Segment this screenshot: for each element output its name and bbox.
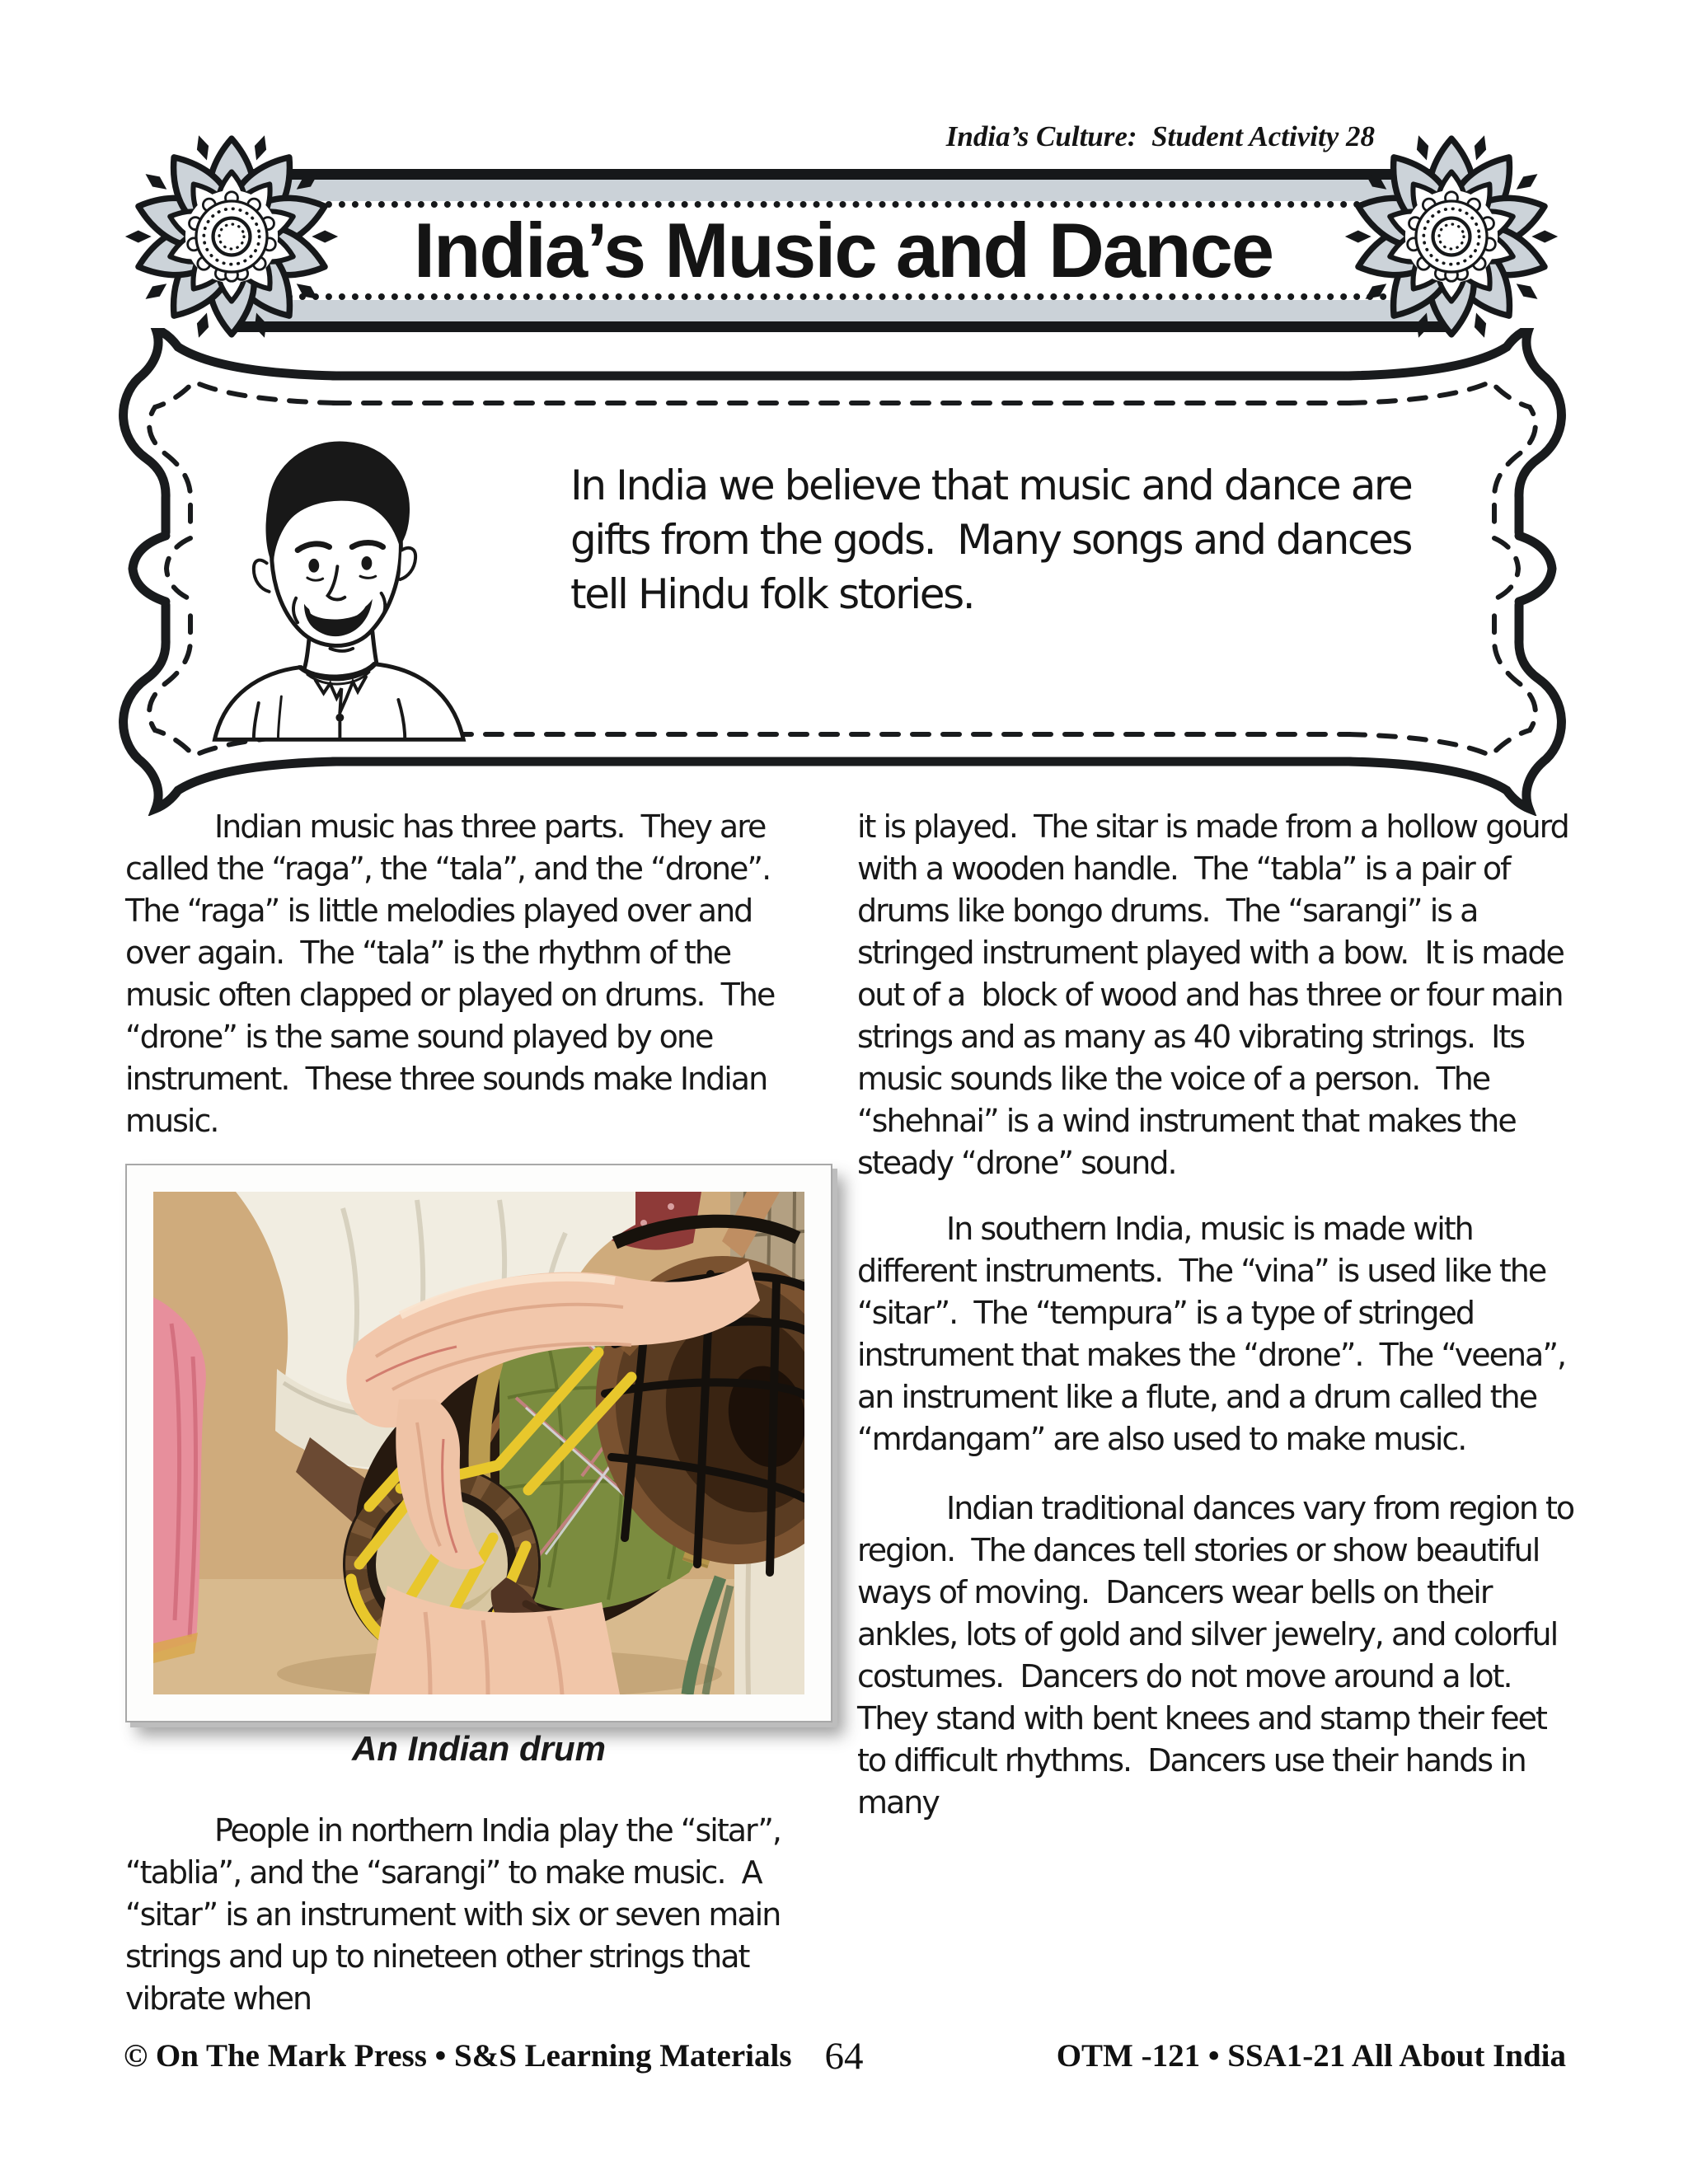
footer-product-code: OTM -121 • SSA1-21 All About India [1056, 2038, 1566, 2074]
lotus-rosette-icon [1343, 129, 1559, 344]
left-column-continued [125, 1810, 814, 2020]
banner-top-grayband [233, 180, 1453, 201]
photo-caption: An Indian drum [352, 1729, 606, 1768]
paragraph: People in northern India play the “sitar”, “tablia”, and the “sarangi” to make music. A “sitar” is an instrument with six or seven main strings and up to nineteen other strings that vibrate when [125, 1812, 790, 2017]
banner-top-rule [233, 169, 1453, 180]
title-banner [233, 169, 1453, 332]
banner-bottom-grayband [233, 300, 1453, 321]
footer-publisher: © On The Mark Press • S&S Learning Materials [124, 2038, 792, 2074]
paragraph: In southern India, music is made with different instruments. The “vina” is used like the “sitar”. The “tempura” is a type of stringed instrument that makes the “drone”. The “veena”, an instrument like a flute, and a drum called the “mrdangam” are also used to make music. [857, 1211, 1574, 1457]
intro-quote: In India we believe that music and dance are gifts from the gods. Many songs and dances tell Hindu folk stories. [570, 462, 1423, 618]
page-header: India’s Culture: Student Activity 28 [945, 120, 1375, 152]
left-column [125, 806, 814, 1142]
indian-drum-photo [125, 1164, 832, 1722]
smiling-boy-illustration [185, 424, 478, 742]
banner-title-row [233, 208, 1453, 293]
lotus-rosette-icon [124, 129, 340, 344]
indian-drum-photo-image [153, 1192, 804, 1694]
paragraph: Indian traditional dances vary from region to region. The dances tell stories or show beautiful ways of moving. Dancers wear bells on their ankles, lots of gold and silver jewelry, and colorful costumes. Dancers do not move around a lot. They stand with bent knees and stamp their feet to difficult rhythms. Dancers use their hands in many [857, 1490, 1582, 1821]
page-number: 64 [824, 2035, 864, 2078]
page-title: India’s Music and Dance [413, 207, 1273, 293]
paragraph: Indian music has three parts. They are called the “raga”, the “tala”, and the “drone”. The “raga” is little melodies played over and over again. The “tala” is the rhythm of the music often clapped or played on drums. The “drone” is the same sound played by one instrument. These three sounds make Indian music. [125, 808, 787, 1139]
paragraph: it is played. The sitar is made from a hollow gourd with a wooden handle. The “tabla” is a pair of drums like bongo drums. The “sarangi” is a stringed instrument played with a bow. It is made out of a block of wood and has three or four main strings and as many as 40 vibrating strings. Its music sounds like the voice of a person. The “shehnai” is a wind instrument that makes the steady “drone” sound. [857, 808, 1577, 1181]
right-column [857, 806, 1582, 1824]
